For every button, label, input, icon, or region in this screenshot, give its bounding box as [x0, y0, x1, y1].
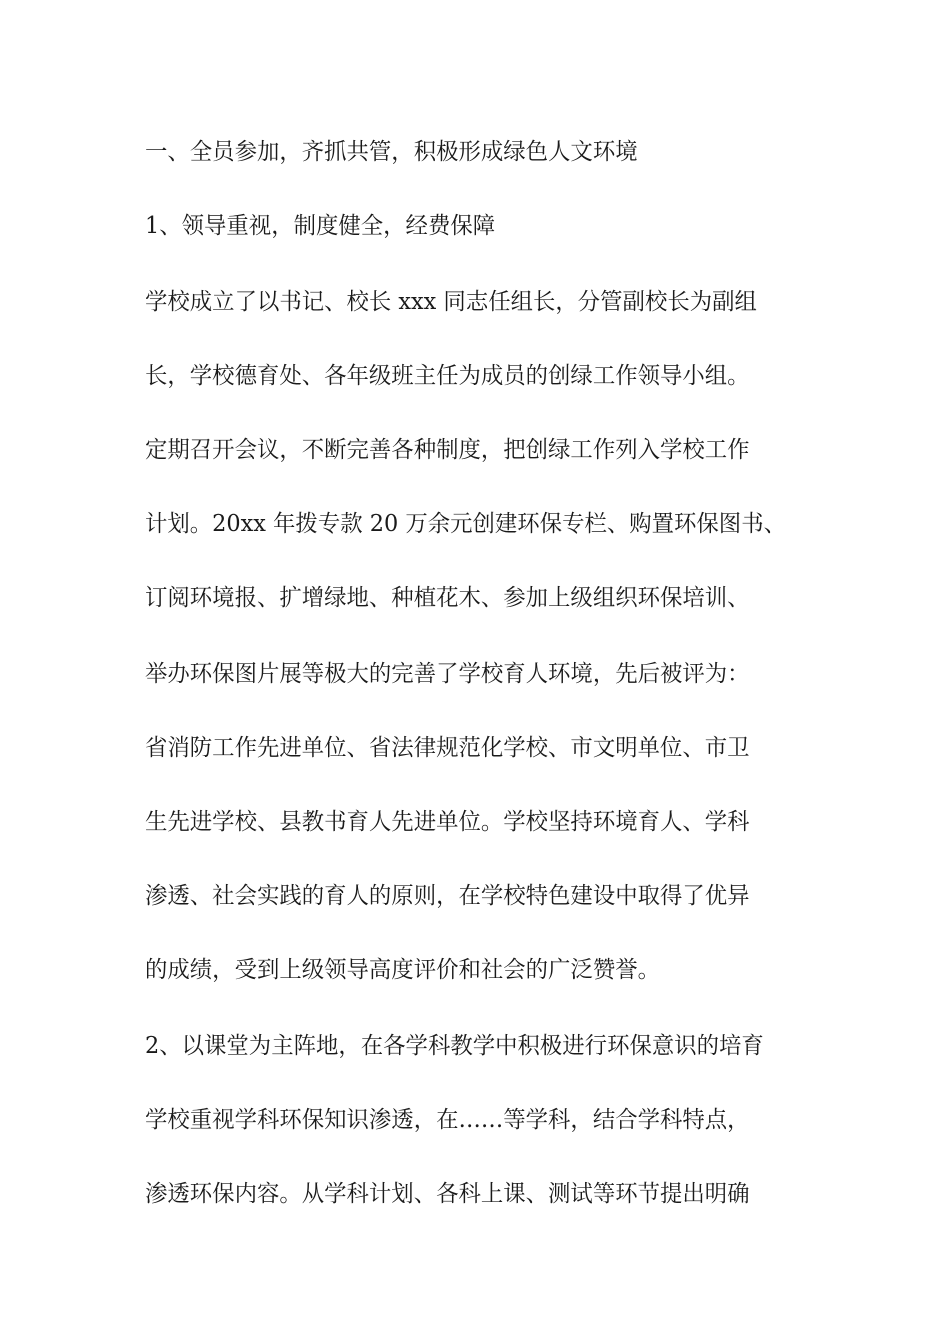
paragraph-line: 举办环保图片展等极大的完善了学校育人环境，先后被评为： [145, 661, 750, 687]
subheading: 2、以课堂为主阵地，在各学科教学中积极进行环保意识的培育 [145, 1033, 764, 1059]
paragraph-line: 渗透环保内容。从学科计划、各科上课、测试等环节提出明确 [145, 1181, 750, 1207]
paragraph-line: 定期召开会议，不断完善各种制度，把创绿工作列入学校工作 [145, 437, 750, 463]
paragraph-line: 省消防工作先进单位、省法律规范化学校、市文明单位、市卫 [145, 735, 750, 761]
subheading: 1、领导重视，制度健全，经费保障 [145, 213, 496, 239]
paragraph-line: 长，学校德育处、各年级班主任为成员的创绿工作领导小组。 [145, 363, 750, 389]
paragraph-line: 渗透、社会实践的育人的原则，在学校特色建设中取得了优异 [145, 883, 750, 909]
paragraph-line: 计划。20xx 年拨专款 20 万余元创建环保专栏、购置环保图书、 [145, 511, 786, 537]
section-heading: 一、全员参加，齐抓共管，积极形成绿色人文环境 [145, 139, 638, 165]
paragraph-line: 学校成立了以书记、校长 xxx 同志任组长，分管副校长为副组 [145, 289, 757, 315]
paragraph-line: 生先进学校、县教书育人先进单位。学校坚持环境育人、学科 [145, 809, 750, 835]
paragraph-line: 订阅环境报、扩增绿地、种植花木、参加上级组织环保培训、 [145, 585, 750, 611]
paragraph-line: 学校重视学科环保知识渗透，在……等学科，结合学科特点， [145, 1107, 750, 1133]
paragraph-line: 的成绩，受到上级领导高度评价和社会的广泛赞誉。 [145, 957, 660, 983]
